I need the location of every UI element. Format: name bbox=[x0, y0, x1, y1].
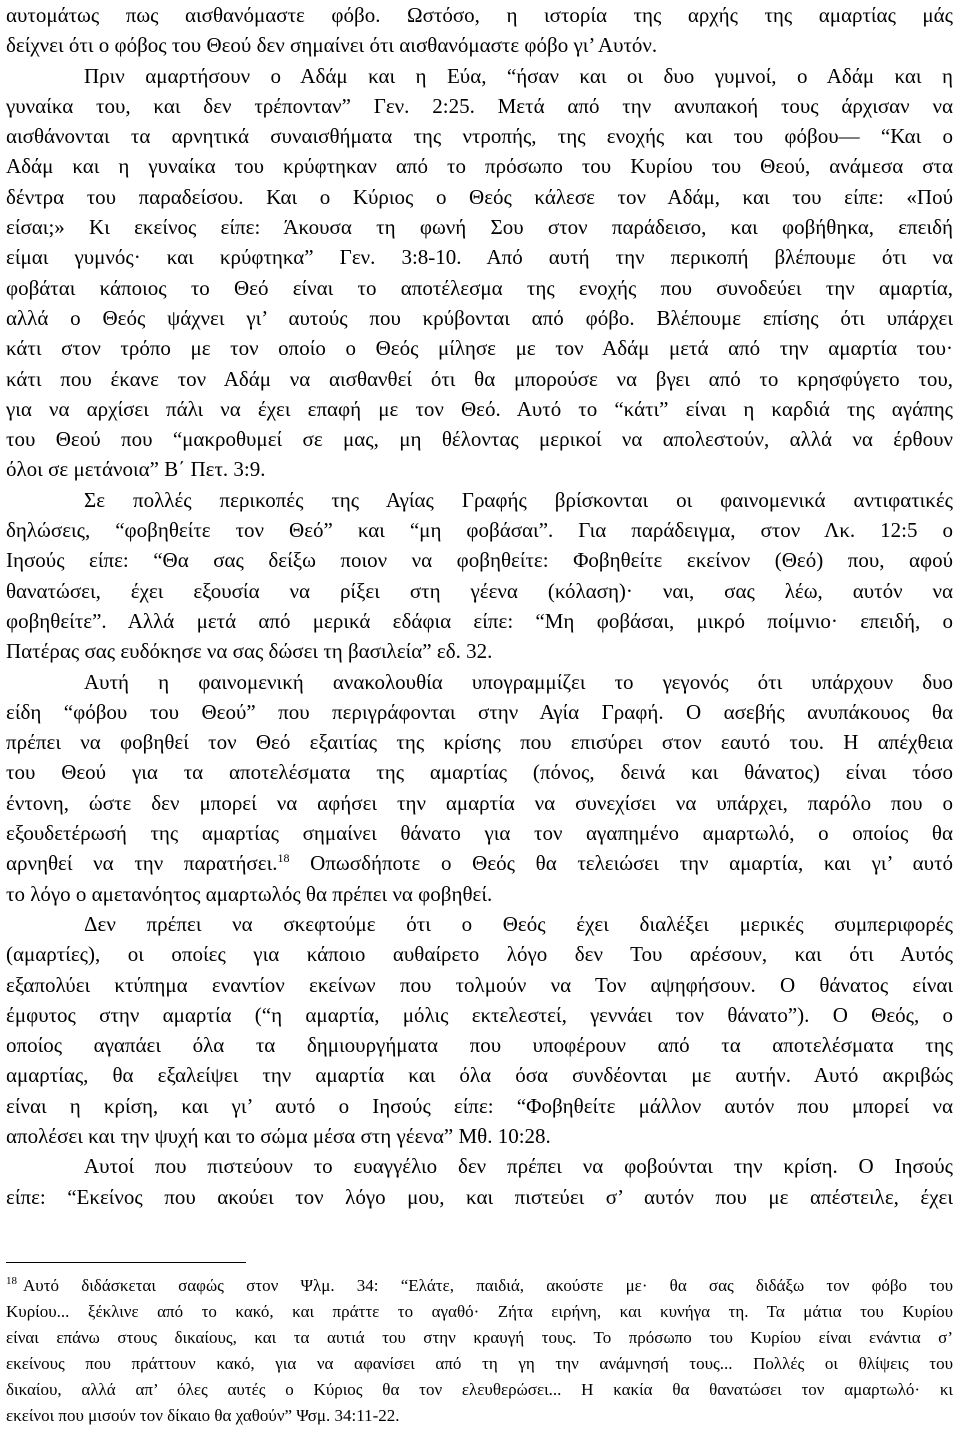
text-line: όλοι σε μετάνοια” Β΄ Πετ. 3:9. bbox=[6, 457, 266, 482]
text-line: Αδάμ και η γυναίκα του κρύφτηκαν από το πρόσωπο του Κυρίου του Θεού, ανάμεσα στα bbox=[6, 154, 953, 179]
text-line: για να αρχίσει πάλι να έχει επαφή με τον Θεό. Αυτό το “κάτι” είναι η καρδιά της αγάπης bbox=[6, 396, 953, 421]
text-line: Δεν πρέπει να σκεφτούμε ότι ο Θεός έχει διαλέξει μερικές συμπεριφορές bbox=[84, 911, 953, 936]
text-line: κάτι που έκανε τον Αδάμ να αισθανθεί ότι θα μπορούσε να βγει από το κρησφύγετο του, bbox=[6, 366, 953, 391]
footnote-line: Κυρίου... ξέκλινε από το κακό, και πράττε το αγαθό· Ζήτα ειρήνη, και κυνήγα τη. Τα μάτια του Κυρίου bbox=[6, 1302, 953, 1321]
text-line: του Θεού για τα αποτελέσματα της αμαρτίας (πόνος, δεινά και θάνατος) είναι τόσο bbox=[6, 760, 953, 785]
footnote-line bbox=[6, 1273, 953, 1299]
text-line: το λόγο ο αμετανόητος αμαρτωλός θα πρέπει να φοβηθεί. bbox=[6, 881, 493, 906]
text-line: είπε: “Εκείνος που ακούει τον λόγο μου, και πιστεύει σ’ αυτόν που με απέστειλε, έχει bbox=[6, 1184, 953, 1209]
text-line: Πατέρας σας ευδόκησε να σας δώσει τη βασιλεία” εδ. 32. bbox=[6, 639, 493, 664]
footnote-line: δικαίου, αλλά απ’ όλες αυτές ο Κύριος θα τον ελευθερώσει... Η κακία θα θανατώσει τον αμαρτωλό· κι bbox=[6, 1380, 953, 1399]
text-line: Αυτοί που πιστεύουν το ευαγγέλιο δεν πρέπει να φοβούνται την κρίση. Ο Ιησούς bbox=[84, 1154, 953, 1179]
text-line: Αυτή η φαινομενική ανακολουθία υπογραμμίζει το γεγονός ότι υπάρχουν δυο bbox=[84, 669, 953, 694]
footnote-text: Αυτό διδάσκεται σαφώς στον Ψλμ. 34: “Ελάτε, παιδιά, ακούστε με· θα σας διδάξω τον φόβο του bbox=[23, 1276, 953, 1295]
footnote-line: εκείνους που πράττουν κακό, για να αφανίσει από τη γη την ανάμνησή τους... Πολλές οι θλίψεις του bbox=[6, 1354, 953, 1373]
text-line: κάτι στον τρόπο με τον οποίο ο Θεός μίλησε με τον Αδάμ μετά από την αμαρτία του· bbox=[6, 336, 953, 361]
text-line: δέντρα του παραδείσου. Και ο Κύριος ο Θεός κάλεσε τον Αδάμ, και του είπε: «Πού bbox=[6, 184, 953, 209]
text-segment: αρνηθεί να την παρατήσει. bbox=[6, 851, 278, 876]
text-line bbox=[6, 848, 953, 878]
text-line: είσαι;» Κι εκείνος είπε: Άκουσα τη φωνή Σου στον παράδεισο, και φοβήθηκα, επειδή bbox=[6, 215, 953, 240]
footnote-line: εκείνοι που μισούν τον δίκαιο θα χαθούν” Ψσμ. 34:11-22. bbox=[6, 1406, 400, 1425]
text-line: Σε πολλές περικοπές της Αγίας Γραφής βρίσκονται οι φαινομενικά αντιφατικές bbox=[84, 487, 953, 512]
text-line: εξαπολύει κτύπημα εναντίον εκείνων που τολμούν να Τον αψηφήσουν. Ο θάνατος είναι bbox=[6, 972, 953, 997]
text-line: θανατώσει, έχει εξουσία να ρίξει στη γέενα (κόλαση)· ναι, σας λέω, αυτόν να bbox=[6, 578, 953, 603]
footnote-separator bbox=[6, 1262, 246, 1263]
text-line: Πριν αμαρτήσουν ο Αδάμ και η Εύα, “ήσαν και οι δυο γυμνοί, ο Αδάμ και η bbox=[84, 63, 953, 88]
text-line: είναι η κρίση, και γι’ αυτό ο Ιησούς είπε: “Φοβηθείτε μάλλον αυτόν που μπορεί να bbox=[6, 1093, 953, 1118]
text-line: αισθάνονται τα αρνητικά συναισθήματα της ντροπής, της ενοχής και του φόβου— “Και ο bbox=[6, 124, 953, 149]
footnotes-section bbox=[6, 1262, 953, 1429]
footnote-18 bbox=[6, 1273, 953, 1429]
text-line: του Θεού που “μακροθυμεί σε μας, μη θέλοντας μερικοί να απολεστούν, αλλά να έρθουν bbox=[6, 427, 953, 452]
text-line: οποίος αγαπάει όλα τα δημιουργήματα που υποφέρουν από τα αποτελέσματα της bbox=[6, 1033, 953, 1058]
text-line: δηλώσεις, “φοβηθείτε τον Θεό” και “μη φοβάσαι”. Για παράδειγμα, στον Λκ. 12:5 ο bbox=[6, 518, 953, 543]
text-line: εξουδετέρωσή της αμαρτίας σημαίνει θάνατο για τον αγαπημένο αμαρτωλό, ο οποίος θα bbox=[6, 821, 953, 846]
text-line: φοβάται κάποιος το Θεό είναι το αποτέλεσμα της ενοχής που συνοδεύει την αμαρτία, bbox=[6, 275, 953, 300]
text-line: Ιησούς είπε: “Θα σας δείξω ποιον να φοβηθείτε: Φοβηθείτε εκείνον (Θεό) που, αφού bbox=[6, 548, 953, 573]
text-line: (αμαρτίες), οι οποίες για κάποιο αυθαίρετο λόγο δεν Του αρέσουν, και ότι Αυτός bbox=[6, 942, 953, 967]
text-line: αυτομάτως πως αισθανόμαστε φόβο. Ωστόσο, η ιστορία της αρχής της αμαρτίας μάς bbox=[6, 3, 953, 27]
text-line: απολέσει και την ψυχή και το σώμα μέσα στη γέενα” Μθ. 10:28. bbox=[6, 1123, 551, 1148]
text-line: είμαι γυμνός· και κρύφτηκα” Γεν. 3:8-10. Από αυτή την περικοπή βλέπουμε ότι να bbox=[6, 245, 953, 270]
text-segment: Οπωσδήποτε ο Θεός θα τελειώσει την αμαρτία, και γι’ αυτό bbox=[289, 851, 953, 876]
text-line: δείχνει ότι ο φόβος του Θεού δεν σημαίνει ότι αισθανόμαστε φόβο γι’ Αυτόν. bbox=[6, 33, 658, 58]
text-line: αμαρτίας, θα εξαλείψει την αμαρτία και όλα όσα συνδέονται με αυτήν. Αυτό ακριβώς bbox=[6, 1063, 953, 1088]
text-line: έμφυτος στην αμαρτία (“η αμαρτία, μόλις εκτελεστεί, γεννάει τον θάνατο”). Ο Θεός, ο bbox=[6, 1002, 953, 1027]
text-line: αλλά ο Θεός ψάχνει γι’ αυτούς που κρύβονται από φόβο. Βλέπουμε επίσης ότι υπάρχει bbox=[6, 305, 953, 330]
footnote-number: 18 bbox=[6, 1275, 17, 1287]
footnote-line: είναι επάνω στους δικαίους, και τα αυτιά του στην κραυγή τους. Το πρόσωπο του Κυρίου είναι ενάντια σ’ bbox=[6, 1328, 953, 1347]
text-line: έντονη, ώστε δεν μπορεί να αφήσει την αμαρτία να συνεχίσει να υπάρχει, παρόλο που ο bbox=[6, 790, 953, 815]
body-text bbox=[6, 0, 953, 1212]
text-line: φοβηθείτε”. Αλλά μετά από μερικά εδάφια είπε: “Μη φοβάσαι, μικρό ποίμνιο· επειδή, ο bbox=[6, 608, 953, 633]
text-line: είδη “φόβου του Θεού” που περιγράφονται στην Αγία Γραφή. Ο ασεβής ανυπάκουος θα bbox=[6, 699, 953, 724]
text-line: πρέπει να φοβηθεί τον Θεό εξαιτίας της κρίσης που επισύρει στον εαυτό του. Η απέχθεια bbox=[6, 730, 953, 755]
footnote-reference[interactable]: 18 bbox=[277, 851, 290, 866]
text-line: γυναίκα του, και δεν τρέπονταν” Γεν. 2:25. Μετά από την ανυπακοή τους άρχισαν να bbox=[6, 93, 953, 118]
